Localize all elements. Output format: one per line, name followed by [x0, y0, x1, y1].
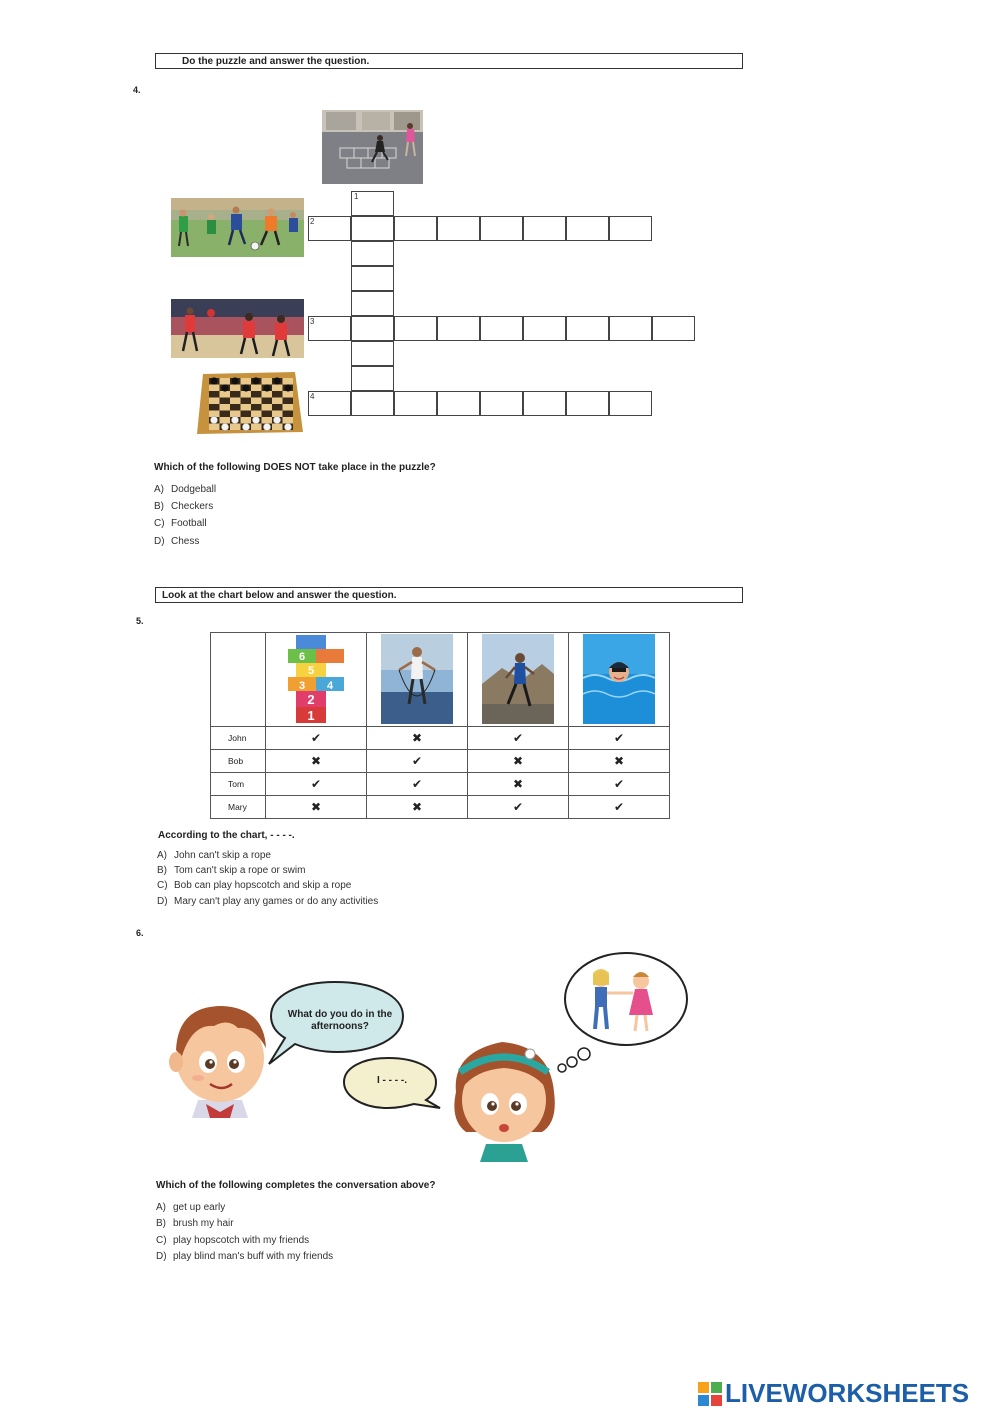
option-d[interactable] [157, 896, 378, 907]
crossword-cell[interactable] [351, 391, 394, 416]
option-letter: D) [156, 1251, 167, 1262]
instruction-box-puzzle: Do the puzzle and answer the question. [155, 53, 743, 69]
option-c[interactable] [154, 518, 207, 529]
option-a[interactable] [156, 1202, 225, 1213]
option-letter: D) [157, 896, 168, 907]
crossword-cell[interactable] [437, 316, 480, 341]
chart-corner-cell [211, 633, 266, 727]
question-number-5: 5. [136, 616, 144, 626]
chart-header-running [468, 633, 569, 727]
crossword-cell[interactable] [480, 391, 523, 416]
crossword-cell[interactable] [566, 391, 609, 416]
crossword-cell[interactable] [523, 316, 566, 341]
thought-dots [556, 1044, 592, 1074]
option-b[interactable] [154, 501, 213, 512]
chart-row-name: Bob [211, 750, 266, 773]
option-text: Football [171, 518, 207, 529]
crossword-number-1: 1 [354, 192, 359, 201]
crossword-cell[interactable] [523, 216, 566, 241]
chart-mark: ✔ [569, 773, 670, 796]
chart-mark: ✔ [266, 727, 367, 750]
chart-mark: ✔ [569, 727, 670, 750]
chart-mark: ✖ [468, 773, 569, 796]
crossword-cell[interactable] [351, 291, 394, 316]
chart-header-hopscotch [266, 633, 367, 727]
question-4-text: Which of the following DOES NOT take place in the puzzle? [154, 462, 436, 473]
option-d[interactable] [156, 1251, 333, 1262]
swimming-image [583, 634, 655, 724]
chart-mark: ✔ [266, 773, 367, 796]
hopscotch-photo [322, 110, 423, 184]
crossword-cell[interactable] [351, 266, 394, 291]
option-letter: B) [157, 865, 167, 876]
option-text: play hopscotch with my friends [173, 1235, 310, 1246]
girl-bubble-text: I - - - -. [377, 1075, 407, 1086]
chart-mark: ✖ [569, 750, 670, 773]
activity-chart [210, 632, 670, 819]
option-a[interactable] [154, 484, 216, 495]
chart-mark: ✖ [468, 750, 569, 773]
hopscotch-mat-image [288, 635, 344, 723]
crossword-cell[interactable] [480, 216, 523, 241]
crossword-cell[interactable] [437, 391, 480, 416]
crossword-cell[interactable] [351, 216, 394, 241]
option-text: Checkers [171, 501, 214, 512]
crossword-cell[interactable] [566, 316, 609, 341]
option-letter: B) [154, 501, 164, 512]
boy-speech-bubble [265, 978, 410, 1068]
chart-mark: ✔ [468, 796, 569, 819]
option-text: Bob can play hopscotch and skip a rope [174, 880, 352, 891]
option-letter: C) [156, 1235, 167, 1246]
crossword-cell[interactable] [652, 316, 695, 341]
boy-bubble-text: What do you do in the afternoons? [287, 1009, 393, 1032]
option-text: Tom can't skip a rope or swim [174, 865, 306, 876]
chart-mark: ✖ [367, 727, 468, 750]
crossword-cell[interactable] [351, 366, 394, 391]
hopscotch-number: 6 [298, 650, 306, 663]
question-number-6: 6. [136, 928, 144, 938]
option-text: brush my hair [173, 1218, 234, 1229]
chart-mark: ✔ [367, 773, 468, 796]
chart-header-swimming [569, 633, 670, 727]
option-c[interactable] [157, 880, 351, 891]
skipping-rope-image [381, 634, 453, 724]
crossword-number-2: 2 [310, 217, 315, 226]
football-photo [171, 198, 304, 257]
option-letter: B) [156, 1218, 166, 1229]
question-6-text: Which of the following completes the conversation above? [156, 1180, 436, 1191]
dodgeball-photo [171, 299, 304, 358]
option-c[interactable] [156, 1235, 309, 1246]
option-letter: A) [154, 484, 164, 495]
option-b[interactable] [157, 865, 305, 876]
option-text: Chess [171, 536, 200, 547]
option-letter: A) [156, 1202, 166, 1213]
hopscotch-number: 2 [307, 691, 315, 707]
question-5-text: According to the chart, - - - -. [158, 830, 295, 841]
liveworksheets-logo-text[interactable]: LIVEWORKSHEETS [725, 1378, 970, 1408]
option-b[interactable] [156, 1218, 234, 1229]
thought-bubble-friends [563, 951, 689, 1047]
option-letter: A) [157, 850, 167, 861]
checkers-photo [191, 370, 304, 436]
crossword-cell[interactable] [609, 316, 652, 341]
crossword-cell[interactable] [394, 316, 437, 341]
option-letter: D) [154, 536, 165, 547]
chart-mark: ✖ [367, 796, 468, 819]
chart-mark: ✖ [266, 796, 367, 819]
chart-row-name: Mary [211, 796, 266, 819]
hopscotch-number: 1 [307, 707, 315, 723]
crossword-cell[interactable] [480, 316, 523, 341]
crossword-cell[interactable] [351, 241, 394, 266]
option-text: Dodgeball [171, 484, 217, 495]
crossword-cell[interactable] [523, 391, 566, 416]
chart-row-name: John [211, 727, 266, 750]
chart-header-skipping [367, 633, 468, 727]
chart-mark: ✖ [266, 750, 367, 773]
crossword-cell[interactable] [351, 316, 394, 341]
hopscotch-number: 3 [298, 679, 306, 692]
chart-mark: ✔ [569, 796, 670, 819]
option-text: John can't skip a rope [174, 850, 271, 861]
crossword-cell[interactable] [437, 216, 480, 241]
instruction-box-chart: Look at the chart below and answer the question. [155, 587, 743, 603]
chart-mark: ✔ [367, 750, 468, 773]
crossword-number-3: 3 [310, 317, 315, 326]
crossword-cell[interactable] [394, 391, 437, 416]
option-text: Mary can't play any games or do any activities [174, 896, 379, 907]
option-letter: C) [154, 518, 165, 529]
crossword-cell[interactable] [394, 216, 437, 241]
liveworksheets-logo-icon [698, 1382, 722, 1406]
chart-row-name: Tom [211, 773, 266, 796]
running-image [482, 634, 554, 724]
option-text: play blind man's buff with my friends [173, 1251, 334, 1262]
option-d[interactable] [154, 536, 199, 547]
hopscotch-number: 5 [307, 664, 315, 677]
crossword-number-4: 4 [310, 392, 315, 401]
question-number-4: 4. [133, 85, 141, 95]
chart-mark: ✔ [468, 727, 569, 750]
option-letter: C) [157, 880, 168, 891]
crossword-cell[interactable] [609, 391, 652, 416]
option-text: get up early [173, 1202, 226, 1213]
girl-speech-bubble [342, 1056, 442, 1112]
crossword-cell[interactable] [609, 216, 652, 241]
option-a[interactable] [157, 850, 271, 861]
boy-illustration [168, 1000, 272, 1118]
crossword-cell[interactable] [566, 216, 609, 241]
hopscotch-number: 4 [326, 679, 334, 692]
crossword-cell[interactable] [351, 341, 394, 366]
girl-illustration [446, 1032, 564, 1162]
